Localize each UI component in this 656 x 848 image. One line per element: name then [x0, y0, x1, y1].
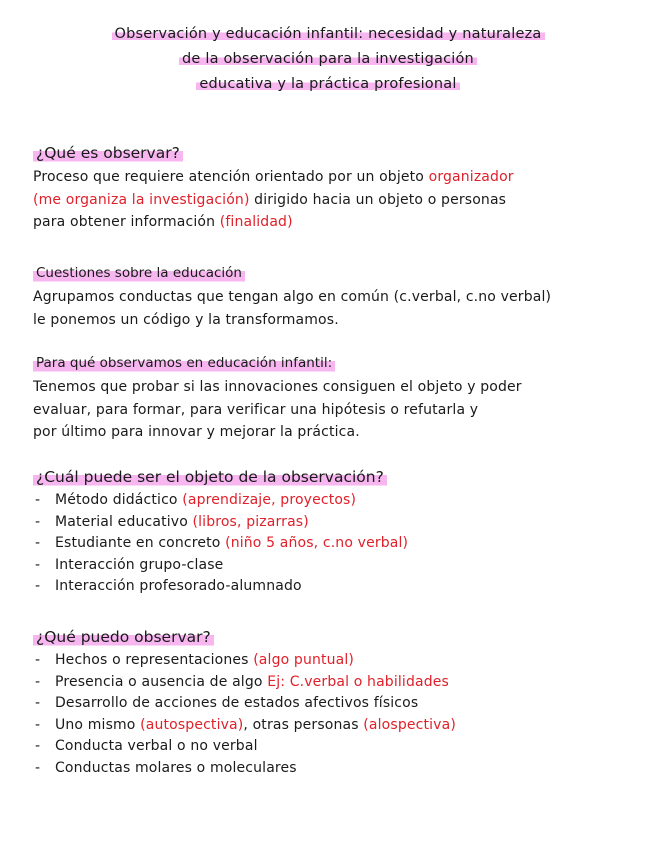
- list-item: - Hechos o representaciones (algo puntual): [33, 650, 633, 672]
- title-line-2: de la observación para la investigación: [40, 47, 616, 72]
- list-item: - Interacción profesorado-alumnado: [33, 576, 633, 598]
- list-item: - Interacción grupo-clase: [33, 555, 633, 577]
- section-education-questions: [33, 262, 633, 331]
- section-heading: Para qué observamos en educación infantil:: [33, 352, 335, 374]
- paragraph-line: Agrupamos conductas que tengan algo en común (c.verbal, c.no verbal): [33, 289, 552, 305]
- section-heading: ¿Qué es observar?: [33, 142, 183, 164]
- list-item: - Presencia o ausencia de algo Ej: C.verbal o habilidades: [33, 672, 633, 694]
- paragraph-line: Proceso que requiere atención orientado por un objeto organizador: [33, 169, 514, 185]
- section-why-observe: [33, 352, 633, 444]
- list-item: - Desarrollo de acciones de estados afectivos físicos: [33, 693, 633, 715]
- title-line-3: educativa y la práctica profesional: [40, 72, 616, 97]
- section-heading: ¿Qué puedo observar?: [33, 626, 214, 648]
- paragraph-line: para obtener información (finalidad): [33, 214, 293, 230]
- list-item: - Conductas molares o moleculares: [33, 758, 633, 780]
- paragraph-line: por último para innovar y mejorar la práctica.: [33, 424, 360, 440]
- list-item: - Conducta verbal o no verbal: [33, 736, 633, 758]
- section-heading: ¿Cuál puede ser el objeto de la observación?: [33, 466, 387, 488]
- list-item: - Método didáctico (aprendizaje, proyectos): [33, 490, 633, 512]
- section-heading: Cuestiones sobre la educación: [33, 262, 245, 284]
- section-what-to-observe: [33, 626, 633, 779]
- list-item: - Uno mismo (autospectiva), otras personas (alospectiva): [33, 715, 633, 737]
- section-observation-object: [33, 466, 633, 598]
- paragraph-line: (me organiza la investigación) dirigido hacia un objeto o personas: [33, 191, 507, 208]
- paragraph-line: le ponemos un código y la transformamos.: [33, 311, 339, 328]
- paragraph-line: Tenemos que probar si las innovaciones consiguen el objeto y poder: [33, 379, 522, 395]
- list-item: - Estudiante en concreto (niño 5 años, c.no verbal): [33, 533, 633, 555]
- title-line-1: Observación y educación infantil: necesidad y naturaleza: [40, 22, 616, 47]
- section-what-is-observing: [33, 142, 633, 234]
- list-item: - Material educativo (libros, pizarras): [33, 512, 633, 534]
- object-list: [33, 490, 633, 598]
- page-title: [40, 22, 616, 97]
- paragraph-line: evaluar, para formar, para verificar una hipótesis o refutarla y: [33, 401, 479, 418]
- observe-list: [33, 650, 633, 779]
